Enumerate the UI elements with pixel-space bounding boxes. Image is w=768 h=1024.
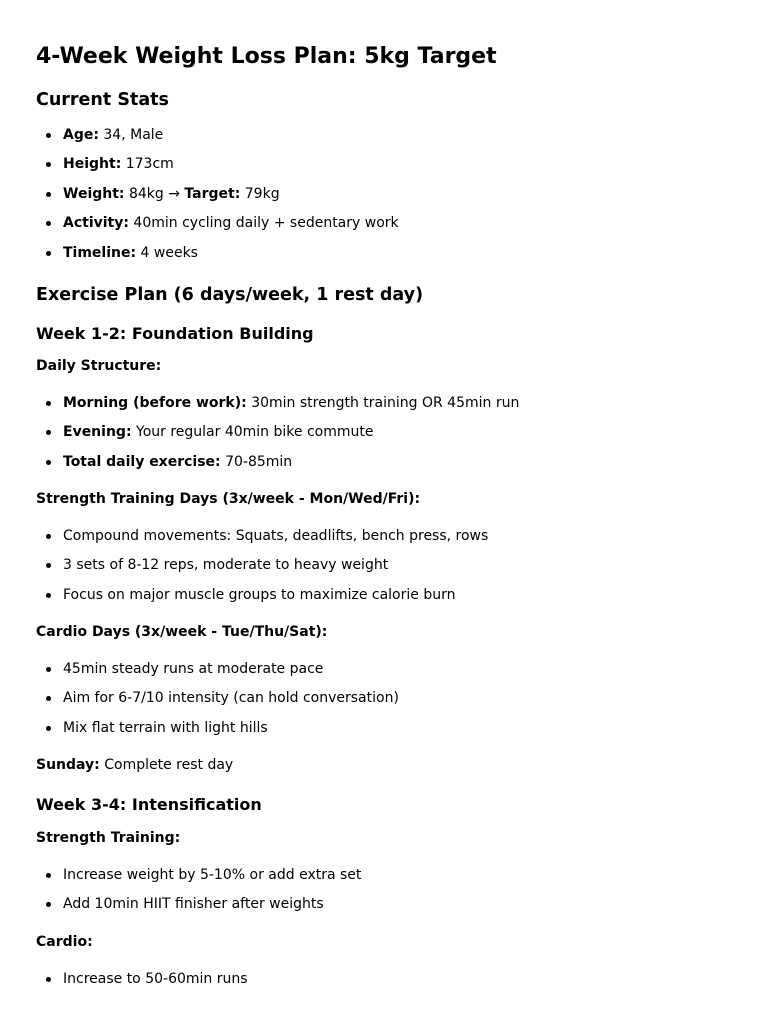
stat-weight-label: Weight: [63, 186, 125, 202]
list-item: Increase to 50-60min runs [63, 971, 248, 987]
cardio-days-heading: Cardio Days (3x/week - Tue/Thu/Sat): [36, 624, 328, 640]
stat-timeline [63, 243, 198, 263]
stat-weight-value: 84kg → [124, 186, 185, 202]
exercise-plan-heading: Exercise Plan (6 days/week, 1 rest day) [36, 285, 424, 305]
stat-weight [63, 184, 280, 204]
stat-activity-value: 40min cycling daily + sedentary work [128, 215, 399, 231]
list-item: Mix flat terrain with light hills [63, 720, 268, 736]
page-title: 4-Week Weight Loss Plan: 5kg Target [36, 44, 497, 69]
list-item: Add 10min HIIT finisher after weights [63, 896, 324, 912]
daily-total [63, 452, 292, 472]
daily-total-value: 70-85min [220, 454, 293, 470]
list-item: Aim for 6-7/10 intensity (can hold conversation) [63, 690, 399, 706]
stat-age [63, 125, 163, 145]
list-item: Increase weight by 5-10% or add extra set [63, 867, 362, 883]
list-item: Focus on major muscle groups to maximize calorie burn [63, 587, 456, 603]
stat-timeline-value: 4 weeks [136, 245, 198, 261]
stat-target-label: Target: [184, 186, 241, 202]
list-item: 3 sets of 8-12 reps, moderate to heavy weight [63, 557, 389, 573]
current-stats-heading: Current Stats [36, 90, 169, 110]
daily-morning-label: Morning (before work): [63, 395, 247, 411]
daily-evening [63, 422, 373, 442]
list-item: Compound movements: Squats, deadlifts, bench press, rows [63, 528, 489, 544]
stat-height-label: Height: [63, 156, 122, 172]
daily-morning [63, 393, 519, 413]
stat-activity [63, 213, 399, 233]
week34-strength-heading: Strength Training: [36, 830, 181, 846]
stat-age-value: 34, Male [98, 127, 164, 143]
daily-morning-value: 30min strength training OR 45min run [246, 395, 520, 411]
week12-heading: Week 1-2: Foundation Building [36, 324, 314, 343]
sunday-label: Sunday: [36, 757, 100, 773]
sunday-note [36, 755, 233, 775]
daily-structure-heading: Daily Structure: [36, 358, 162, 374]
daily-evening-value: Your regular 40min bike commute [131, 424, 374, 440]
daily-evening-label: Evening: [63, 424, 132, 440]
list-item: 45min steady runs at moderate pace [63, 661, 324, 677]
stat-height [63, 154, 174, 174]
stat-height-value: 173cm [121, 156, 174, 172]
week34-cardio-heading: Cardio: [36, 934, 93, 950]
stat-timeline-label: Timeline: [63, 245, 137, 261]
stat-target-value: 79kg [240, 186, 280, 202]
daily-total-label: Total daily exercise: [63, 454, 221, 470]
strength-days-heading: Strength Training Days (3x/week - Mon/Wed/Fri): [36, 491, 421, 507]
sunday-value: Complete rest day [99, 757, 234, 773]
stat-age-label: Age: [63, 127, 99, 143]
week34-heading: Week 3-4: Intensification [36, 795, 262, 814]
stat-activity-label: Activity: [63, 215, 129, 231]
